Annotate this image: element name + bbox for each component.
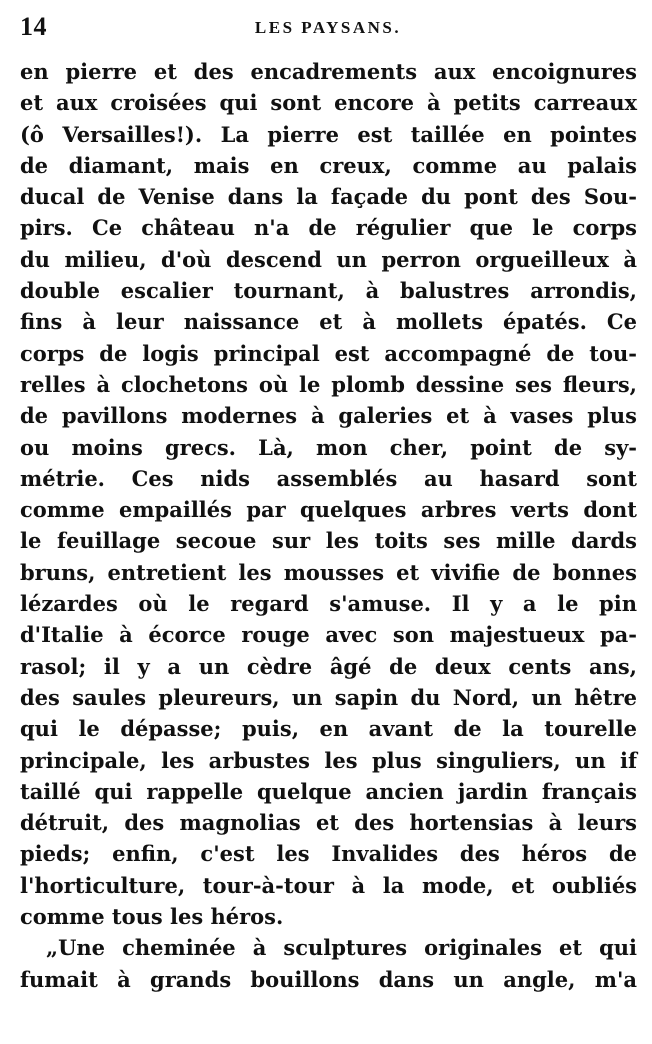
text-line: ducal de Venise dans la façade du pont des Sou- <box>20 184 637 210</box>
text-line: taillé qui rappelle quelque ancien jardin français <box>20 778 637 804</box>
text-line: double escalier tournant, à balustres arrondis, <box>20 278 637 304</box>
text-line: l'horticulture, tour-à-tour à la mode, et oubliés <box>20 872 637 898</box>
text-line: (ô Versailles!). La pierre est taillée en pointes <box>20 121 637 147</box>
text-line: fins à leur naissance et à mollets épatés. Ce <box>20 309 637 335</box>
text-line: et aux croisées qui sont encore à petits carreaux <box>20 90 637 116</box>
running-head: LES PAYSANS. <box>254 18 402 37</box>
page-header <box>20 10 636 44</box>
text-line: ou moins grecs. Là, mon cher, point de sy- <box>20 434 637 460</box>
text-line: corps de logis principal est accompagné de tou- <box>20 340 637 366</box>
text-line: lézardes où le regard s'amuse. Il y a le pin <box>20 591 637 617</box>
text-line: relles à clochetons où le plomb dessine ses fleurs, <box>20 371 637 397</box>
text-line: détruit, des magnolias et des hortensias à leurs <box>20 810 637 836</box>
text-line: pieds; enfin, c'est les Invalides des héros de <box>20 841 637 867</box>
body-text <box>20 56 637 995</box>
text-line: du milieu, d'où descend un perron orgueilleux à <box>20 246 637 272</box>
paragraph-end-line: comme tous les héros. <box>20 904 284 930</box>
text-line: principale, les arbustes les plus singuliers, un if <box>20 747 637 773</box>
text-line: métrie. Ces nids assemblés au hasard sont <box>20 465 637 491</box>
text-line: des saules pleureurs, un sapin du Nord, un hêtre <box>20 684 637 710</box>
text-line: bruns, entretient les mousses et vivifie de bonnes <box>20 559 637 585</box>
page-number: 14 <box>20 12 47 41</box>
text-line: comme empaillés par quelques arbres verts dont <box>20 497 637 523</box>
text-line: le feuillage secoue sur les toits ses mille dards <box>20 528 637 554</box>
text-line: qui le dépasse; puis, en avant de la tourelle <box>20 716 637 742</box>
paragraph-start-line: „Une cheminée à sculptures originales et qui <box>46 935 637 961</box>
text-line: de pavillons modernes à galeries et à vases plus <box>20 403 637 429</box>
text-line: fumait à grands bouillons dans un angle, m'a <box>20 966 637 992</box>
text-line: pirs. Ce château n'a de régulier que le corps <box>20 215 637 241</box>
text-line: de diamant, mais en creux, comme au palais <box>20 152 637 178</box>
text-line: en pierre et des encadrements aux encoignures <box>20 59 637 84</box>
text-line: rasol; il y a un cèdre âgé de deux cents ans, <box>20 653 637 679</box>
text-line: d'Italie à écorce rouge avec son majestueux pa- <box>20 622 637 648</box>
